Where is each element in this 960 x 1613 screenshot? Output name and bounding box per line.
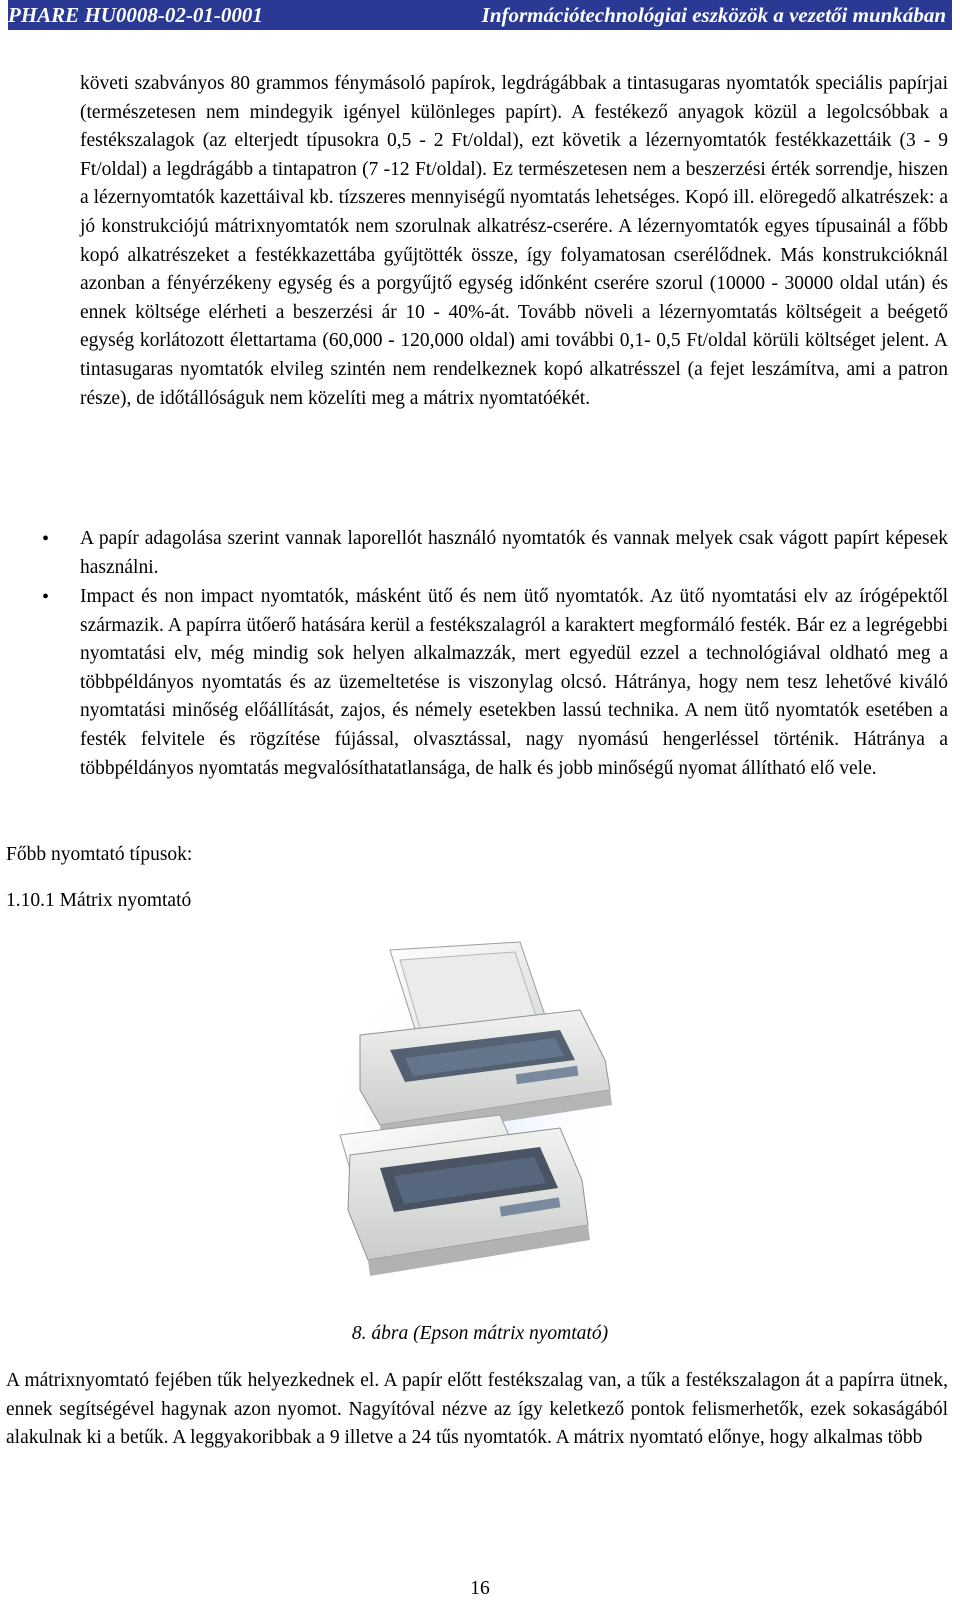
page-header bbox=[8, 0, 952, 30]
bullet-icon: • bbox=[42, 528, 50, 550]
page-number: 16 bbox=[470, 1578, 490, 1599]
header-document-title: Információtechnológiai eszközök a vezetői munkában bbox=[481, 3, 946, 27]
printer-types-label: Főbb nyomtató típusok: bbox=[6, 844, 193, 865]
bullet-item-impact bbox=[42, 583, 948, 783]
bullet-icon: • bbox=[42, 586, 50, 608]
printer-top bbox=[360, 942, 612, 1140]
bullet-text: Impact és non impact nyomtatók, másként ütő és nem ütő nyomtatók. Az ütő nyomtatási elv az írógépektől származik. A papírra ütőerő hatására kerül a festékszalagról a karaktert megformáló festék. Bár ez a legrégebbi nyomtatási elv, még mindig sok helyen alkalmazzák, mert egyedül ezzel a technológiával oldható meg a többpéldányos nyomtatás és az üzemeltetése is viszonylag olcsó. Hátránya, hogy nem tesz lehetővé kiváló nyomtatási minőség előállítását, zajos, és némely esetekben lassú technika. A nem ütő nyomtatók esetében a festék felvitele és rögzítése fújással, olvasztással, nagy nyomású hengerléssel történik. Hátránya a többpéldányos nyomtatás megvalósíthatatlansága, de halk és jobb minőségű nyomat állítható elő vele. bbox=[80, 586, 948, 779]
matrix-printer-paragraph: A mátrixnyomtató fejében tűk helyezkednek el. A papír előtt festékszalag van, a tűk a festékszalagon át a papírra ütnek, ennek segítségével hagynak azon nyomot. Nagyítóval nézve az így keletkező pontok felismerhetők, ezek sokaságából alakulnak ki a betűk. A leggyakoribbak a 9 illetve a 24 tűs nyomtatók. A mátrix nyomtató előnye, hogy alkalmas több bbox=[6, 1370, 948, 1449]
section-heading: 1.10.1 Mátrix nyomtató bbox=[6, 890, 192, 911]
figure-caption: 8. ábra (Epson mátrix nyomtató) bbox=[351, 1323, 609, 1344]
bullet-item-paper-feed bbox=[42, 525, 948, 582]
epson-matrix-printer-image bbox=[320, 940, 620, 1300]
printer-illustration bbox=[320, 940, 620, 1300]
intro-paragraph: követi szabványos 80 grammos fénymásoló papírok, legdrágábbak a tintasugaras nyomtatók speciális papírjai (természetesen nem mindegyik igényel különleges papírt). A festékező anyagok közül a legolcsóbbak a festékszalagok (az elterjedt típusokra 0,5 - 2 Ft/oldal), ezt követik a lézernyomtatók festékkazettáik (3 - 9 Ft/oldal) a legdrágább a tintapatron (7 -12 Ft/oldal). Ez természetesen nem a beszerzési érték sorrendje, hiszen a lézernyomtatók kazettáival kb. tízszeres mennyiségű nyomtatás lehetséges. Kopó ill. elöregedő alkatrészek: a jó konstrukciójú mátrixnyomtatók nem szorulnak alkatrész-cserére. A lézernyomtatók egyes típusainál a főbb kopó alkatrészeket a festékkazettába gyűjtötték össze, így folyamatosan cserélődnek. Más konstrukcióknál azonban a fényérzékeny egység és a porgyűjtő egység időnként cserére szorul (10000 - 30000 oldal után) és ennek költsége elérheti a beszerzési ár 10 - 40%-át. Tovább növeli a lézernyomtatás költségeit a beégető egység korlátozott élettartama (60,000 - 120,000 oldal) ami további 0,1- 0,5 Ft/oldal körüli költséget jelent. A tintasugaras nyomtatók elvileg szintén nem rendelkeznek kopó alkatrésszel (a fejet leszámítva, ami a patron része), de időtállóságuk nem közelíti meg a mátrix nyomtatóékét. bbox=[80, 73, 948, 409]
bullet-text: A papír adagolása szerint vannak laporellót használó nyomtatók és vannak melyek csak vágott papírt képesek használni. bbox=[80, 528, 948, 578]
header-document-code: PHARE HU0008-02-01-0001 bbox=[8, 3, 263, 27]
